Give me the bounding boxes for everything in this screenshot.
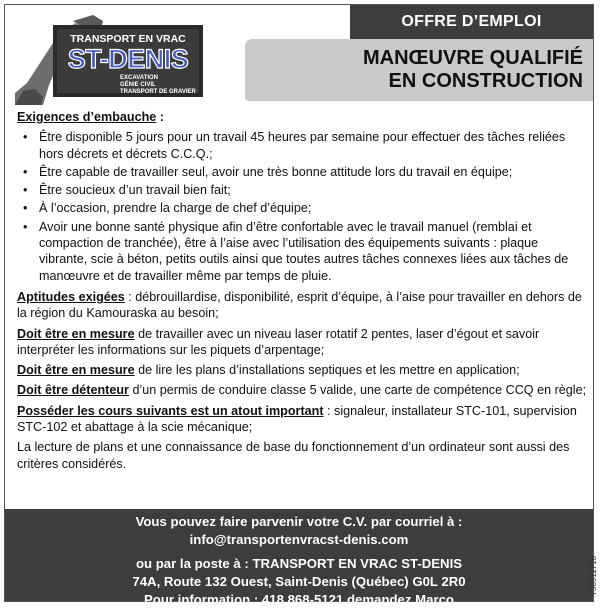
requirements-heading: Exigences d’embauche : (17, 110, 164, 124)
postal-address: 74A, Route 132 Ouest, Saint-Denis (Québec) G0L 2R0 (132, 574, 466, 589)
list-item: • Être capable de travailler seul, avoir une très bonne attitude lors du travail en équipe; (23, 164, 513, 179)
logo-service-1: EXCAVATION (120, 75, 159, 81)
contact-footer (5, 509, 593, 607)
job-title-line2: EN CONSTRUCTION (388, 70, 583, 92)
license-paragraph: Doit être détenteur d’un permis de conduire classe 5 valide, une carte de compétence CCQ en règle; (17, 383, 587, 398)
logo-line1: TRANSPORT EN VRAC (70, 33, 186, 45)
logo-line2: ST-DENIS (67, 44, 189, 74)
ad-body (17, 109, 587, 476)
list-item: • À l’occasion, prendre la charge de chef d’équipe; (23, 201, 312, 216)
cv-instruction: Vous pouvez faire parvenir votre C.V. par courriel à : (135, 514, 463, 529)
job-title-line1: MANŒUVRE QUALIFIÉ (363, 47, 583, 69)
contact-email[interactable]: info@transportenvracst-denis.com (189, 532, 409, 547)
list-item: • Avoir une bonne santé physique afin d’être confortable avec le travail manuel (remblai et compaction de tranchée), être à l’aise avec l’utilisation des équipements suivants : plaque vibrante, scie à béton, petits outils ainsi que toutes autres tâches connexes liées aux tâches de manœuvre et de travailler même par temps de pluie. (23, 219, 569, 283)
job-offer-banner: OFFRE D’EMPLOI (350, 5, 593, 39)
reading-paragraph: La lecture de plans et une connaissance de base du fonctionnement d’un ordinateur sont aussi des critères considérés. (17, 440, 570, 471)
list-item: • Être soucieux d’un travail bien fait; (23, 183, 231, 198)
job-ad (4, 4, 594, 607)
plans-paragraph: Doit être en mesure de lire les plans d’installations septiques et les mettre en application; (17, 363, 520, 378)
logo-service-3: TRANSPORT DE GRAVIER (120, 89, 196, 95)
job-title-block (260, 39, 593, 101)
company-logo (13, 13, 245, 105)
ad-reference-code: 738911718 (589, 556, 598, 596)
postal-instruction: ou par la poste à : TRANSPORT EN VRAC ST-DENIS (135, 556, 463, 571)
aptitudes-paragraph: Aptitudes exigées : débrouillardise, disponibilité, esprit d’équipe, à l’aise pour travailler en dehors de la région du Kamouraska au besoin; (17, 289, 582, 321)
logo-service-2: GÉNIE CIVIL (120, 82, 156, 88)
laser-paragraph: Doit être en mesure de travailler avec un niveau laser rotatif 2 pentes, laser d’égout et savoir interpréter les informations sur les piquets d’arpentage; (17, 326, 540, 357)
header (5, 5, 593, 105)
list-item: • Être disponible 5 jours pour un travail 45 heures par semaine pour effectuer des tâches reliées hors décrets et décrets C.C.Q.; (23, 130, 566, 161)
requirements-list (17, 129, 587, 284)
phone-info: Pour information : 418 868-5121 demandez Marco (143, 592, 454, 607)
courses-paragraph: Posséder les cours suivants est un atout important : signaleur, installateur STC-101, supervision STC-102 et abattage à la scie mécanique; (17, 403, 577, 435)
